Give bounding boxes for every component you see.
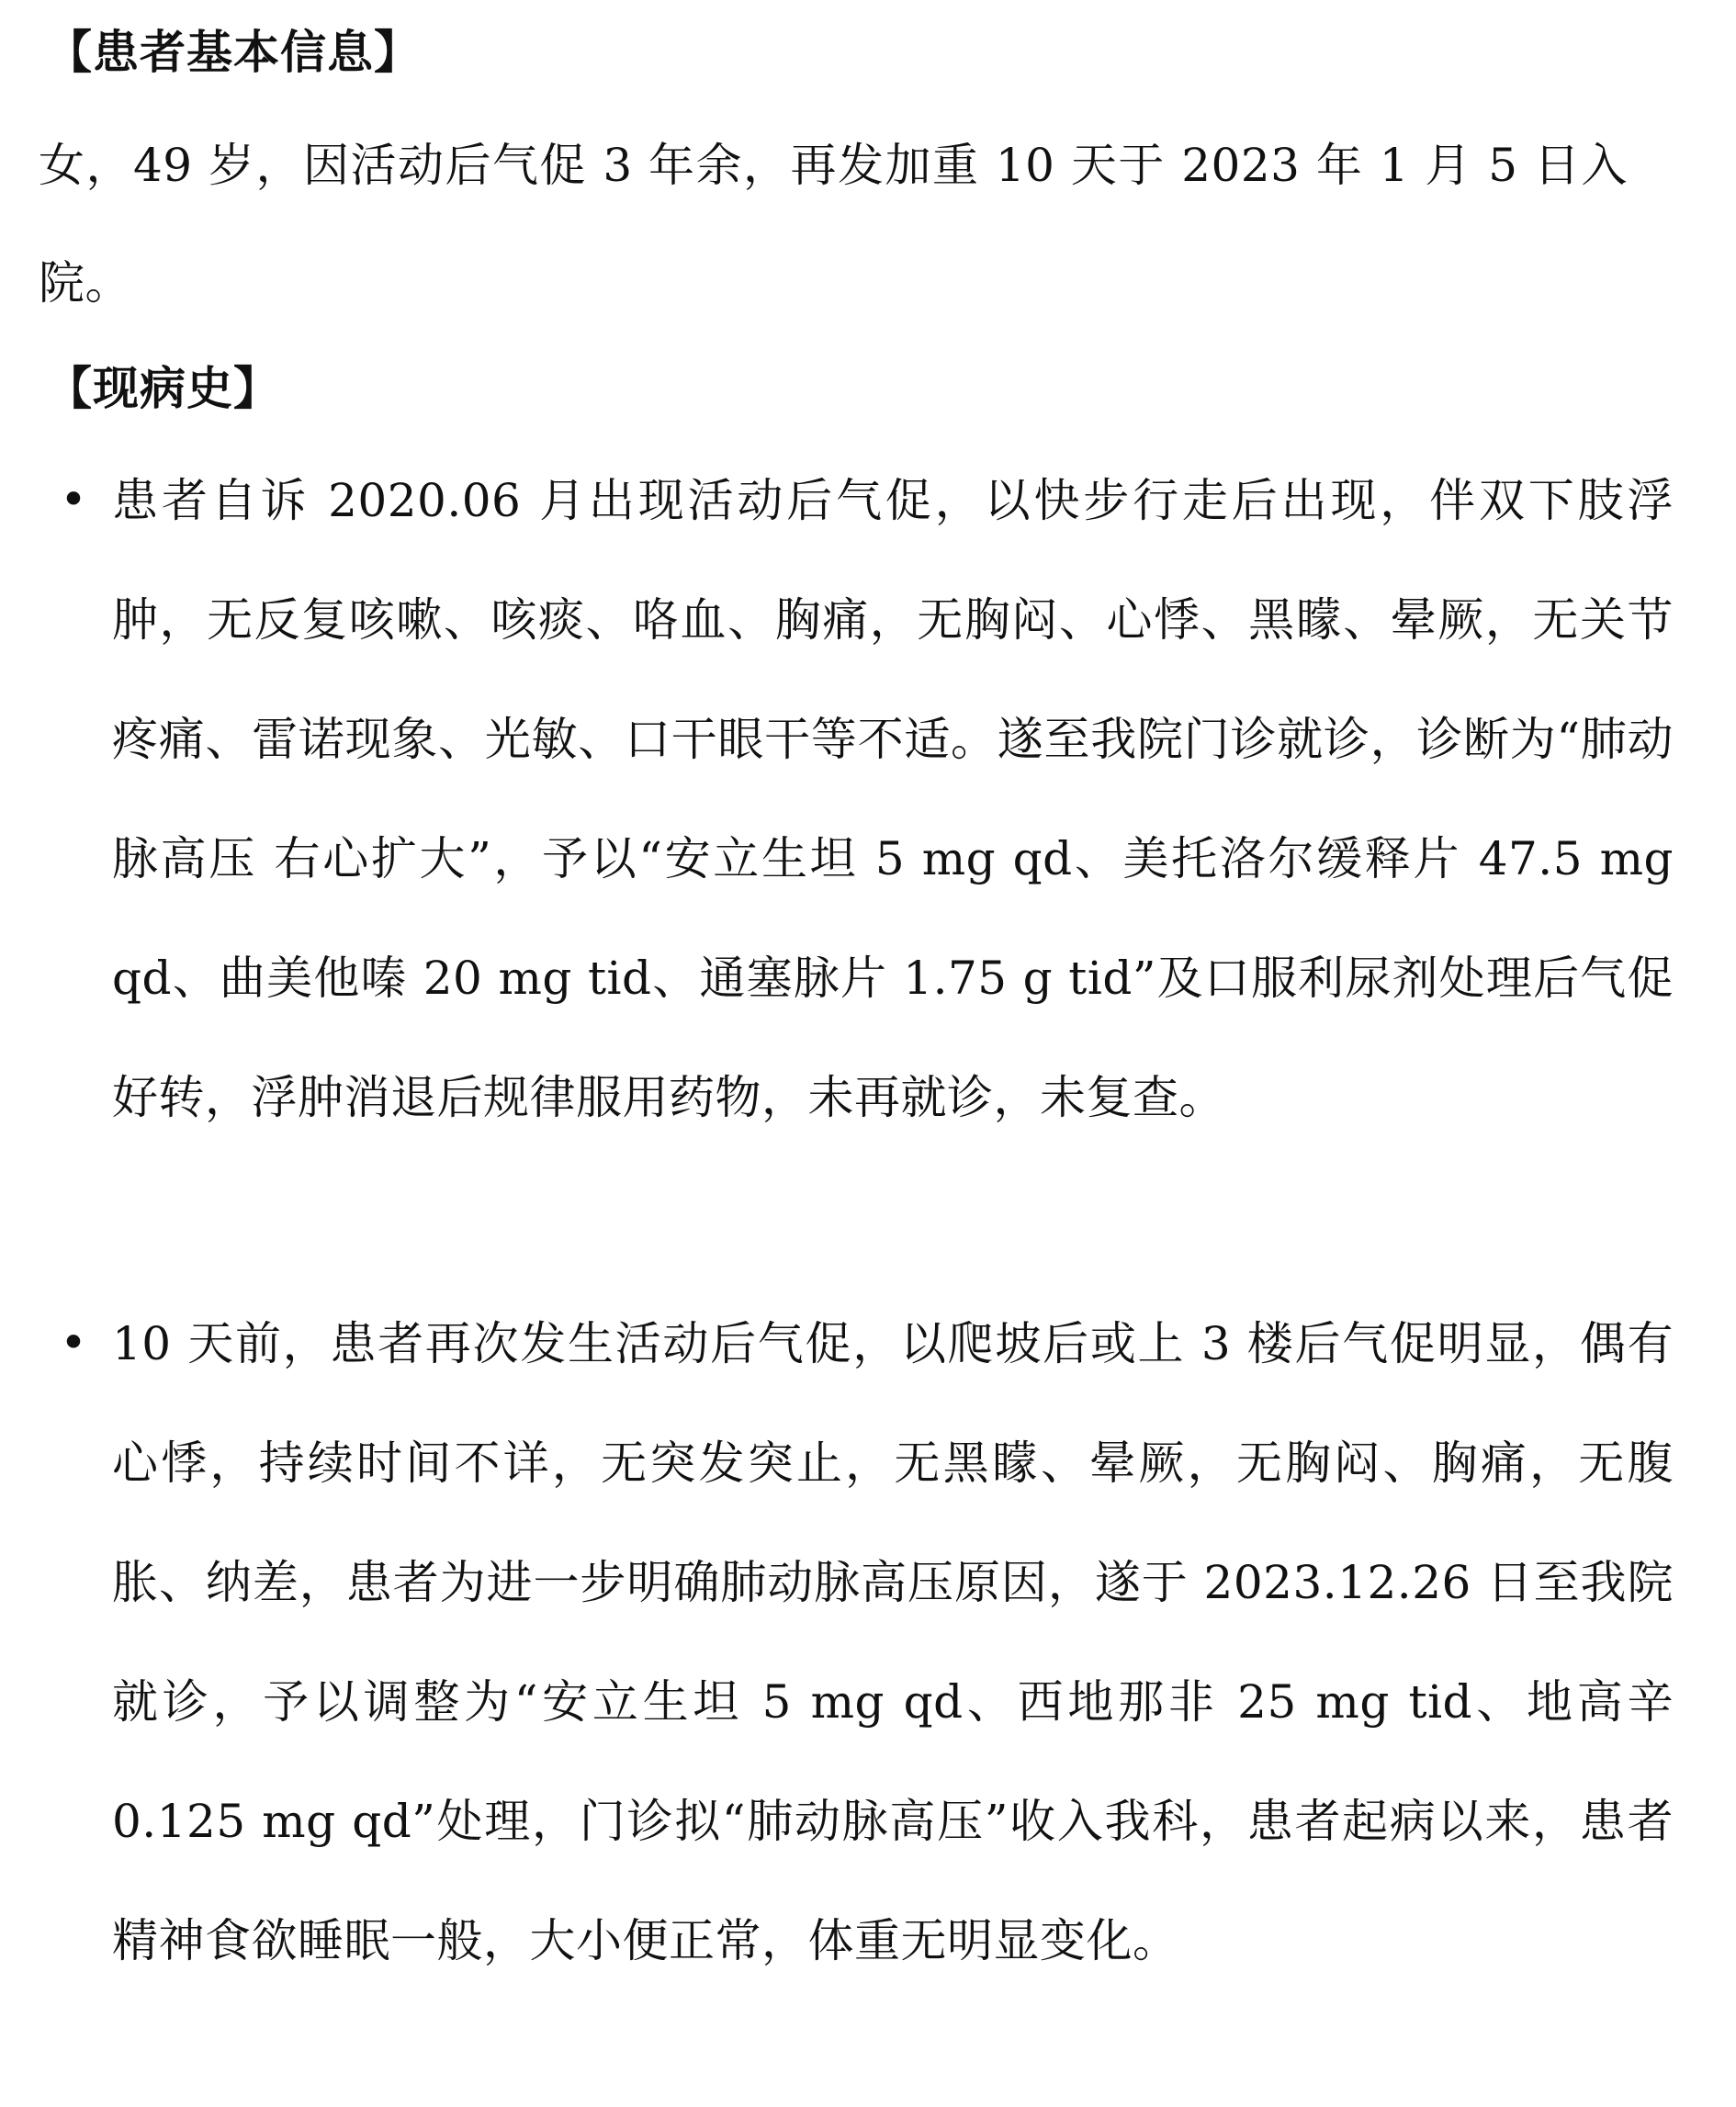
history-item-text: 10 天前，患者再次发生活动后气促，以爬坡后或上 3 楼后气促明显，偶有心悸，持续时间不详，无突发突止，无黑矇、晕厥，无胸闷、胸痛，无腹胀、纳差，患者为进一步明确肺动脉高压原因，遂于 2023.12.26 日至我院就诊，予以调整为“安立生坦 5 mg qd、西地那非 25 mg tid、地高辛 0.125 mg qd”处理，门诊拟“肺动脉高压”收入我科，患者起病以来，患者精神食欲睡眠一般，大小便正常，体重无明显变化。 — [112, 1317, 1674, 1967]
bullet-icon: • — [60, 473, 87, 526]
history-item-text: 患者自诉 2020.06 月出现活动后气促，以快步行走后出现，伴双下肢浮肿，无反复咳嗽、咳痰、咯血、胸痛，无胸闷、心悸、黑矇、晕厥，无关节疼痛、雷诺现象、光敏、口干眼干等不适。遂至我院门诊就诊，诊断为“肺动脉高压 右心扩大”，予以“安立生坦 5 mg qd、美托洛尔缓释片 47.5 mg qd、曲美他嗪 20 mg tid、通塞脉片 1.75 g tid”及口服利尿剂处理后气促好转，浮肿消退后规律服用药物，未再就诊，未复查。 — [112, 474, 1674, 1124]
basic-info-heading: 【患者基本信息】 — [46, 26, 421, 79]
history-heading: 【现病史】 — [46, 362, 280, 415]
bullet-icon: • — [60, 1316, 87, 1369]
basic-info-text: 女，49 岁，因活动后气促 3 年余，再发加重 10 天于 2023 年 1 月 5 日入院。 — [39, 139, 1628, 310]
